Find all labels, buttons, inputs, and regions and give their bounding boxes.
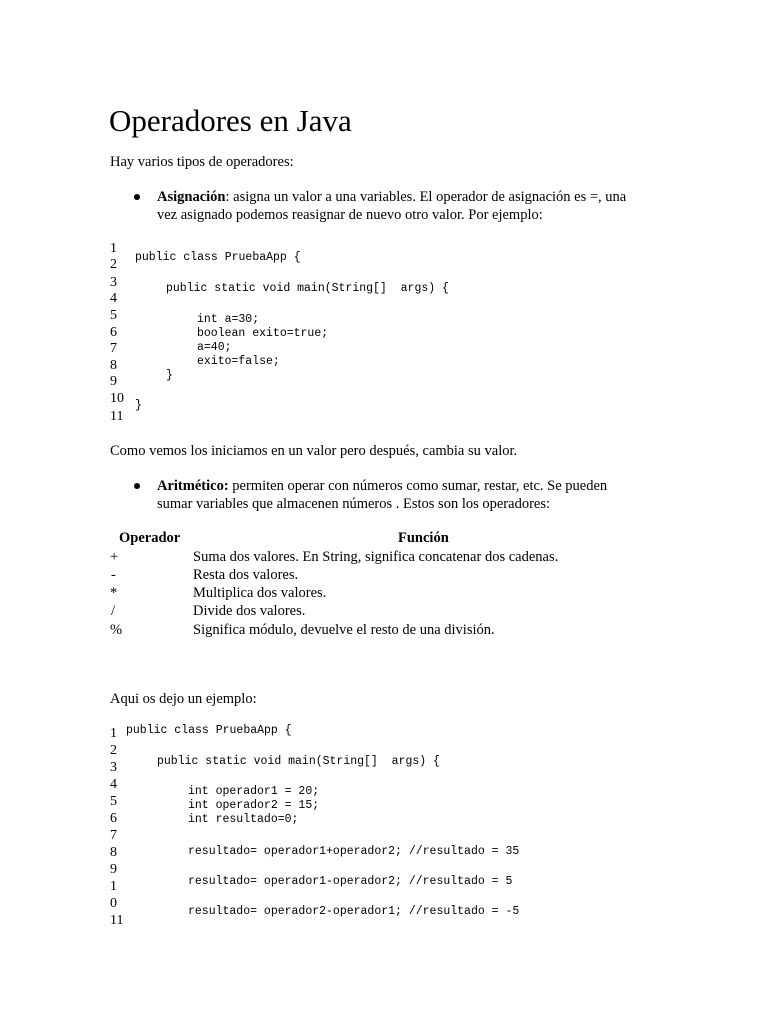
code2-line-number: 1 — [110, 879, 117, 894]
code-line: public class PruebaApp { — [126, 724, 292, 737]
table-header-funcion: Función — [398, 530, 449, 546]
bullet2-term: Aritmético: — [157, 478, 229, 494]
code1-line-number: 10 — [110, 391, 124, 406]
code2-line-number: 8 — [110, 845, 117, 860]
code-line: resultado= operador1+operador2; //resultado = 35 — [188, 845, 520, 858]
bullet2-rest: permiten operar con números como sumar, restar, etc. Se pueden — [228, 478, 608, 494]
code1-line-number: 9 — [110, 374, 117, 389]
code2-line-number: 11 — [110, 913, 124, 928]
code-line: int resultado=0; — [188, 813, 299, 826]
code-line: resultado= operador2-operador1; //resultado = -5 — [188, 905, 520, 918]
code-line: exito=false; — [197, 355, 280, 368]
code2-line-number: 9 — [110, 862, 117, 877]
operator-symbol: / — [111, 603, 116, 619]
code-line: resultado= operador1-operador2; //resultado = 5 — [188, 875, 513, 888]
code1-line-number: 8 — [110, 358, 117, 373]
bullet2-line1 — [157, 477, 607, 495]
code-line: boolean exito=true; — [197, 327, 329, 340]
operator-description: Suma dos valores. En String, significa concatenar dos cadenas. — [193, 549, 559, 565]
code2-line-number: 7 — [110, 828, 117, 843]
page-title: Operadores en Java — [109, 103, 352, 138]
code1-line-number: 2 — [110, 257, 117, 272]
code-line: public static void main(String[] args) { — [166, 282, 449, 295]
code1-line-number: 6 — [110, 325, 117, 340]
bullet1-term: Asignación — [157, 189, 226, 205]
code2-line-number: 4 — [110, 777, 117, 792]
code1-line-number: 3 — [110, 275, 117, 290]
code1-line-number: 11 — [110, 409, 124, 424]
bullet1-line2: vez asignado podemos reasignar de nuevo otro valor. Por ejemplo: — [157, 207, 543, 223]
bullet1-line1 — [157, 188, 626, 206]
operator-symbol: % — [110, 622, 123, 638]
after-code-text: Como vemos los iniciamos en un valor pero después, cambia su valor. — [110, 443, 518, 459]
example-intro-text: Aqui os dejo un ejemplo: — [110, 691, 257, 707]
operator-symbol: - — [111, 567, 116, 583]
code-line: int operador2 = 15; — [188, 799, 320, 812]
code2-line-number: 2 — [110, 743, 117, 758]
code2-line-number: 5 — [110, 794, 117, 809]
operator-symbol: * — [110, 585, 118, 601]
bullet-marker — [134, 194, 140, 200]
operator-description: Significa módulo, devuelve el resto de una división. — [193, 622, 495, 638]
code2-line-number: 3 — [110, 760, 117, 775]
code-line: int operador1 = 20; — [188, 785, 320, 798]
bullet1-rest: : asigna un valor a una variables. El operador de asignación es =, una — [225, 189, 627, 205]
code-line: } — [135, 399, 142, 412]
operator-description: Multiplica dos valores. — [193, 585, 327, 601]
code1-line-number: 5 — [110, 308, 117, 323]
code2-line-number: 1 — [110, 726, 117, 741]
code2-line-number: 6 — [110, 811, 117, 826]
code-line: public class PruebaApp { — [135, 251, 301, 264]
table-header-operador: Operador — [119, 530, 181, 546]
operator-description: Divide dos valores. — [193, 603, 306, 619]
operator-symbol: + — [110, 549, 119, 565]
bullet2-line2: sumar variables que almacenen números . Estos son los operadores: — [157, 496, 551, 512]
bullet-marker — [134, 483, 140, 489]
code2-line-number: 0 — [110, 896, 117, 911]
code-line: int a=30; — [197, 313, 260, 326]
code-line: a=40; — [197, 341, 232, 354]
code-line: public static void main(String[] args) { — [157, 755, 440, 768]
code1-line-number: 7 — [110, 341, 117, 356]
intro-text: Hay varios tipos de operadores: — [110, 154, 294, 170]
code1-line-number: 4 — [110, 291, 117, 306]
code-line: } — [166, 369, 173, 382]
code1-line-number: 1 — [110, 241, 117, 256]
operator-description: Resta dos valores. — [193, 567, 299, 583]
